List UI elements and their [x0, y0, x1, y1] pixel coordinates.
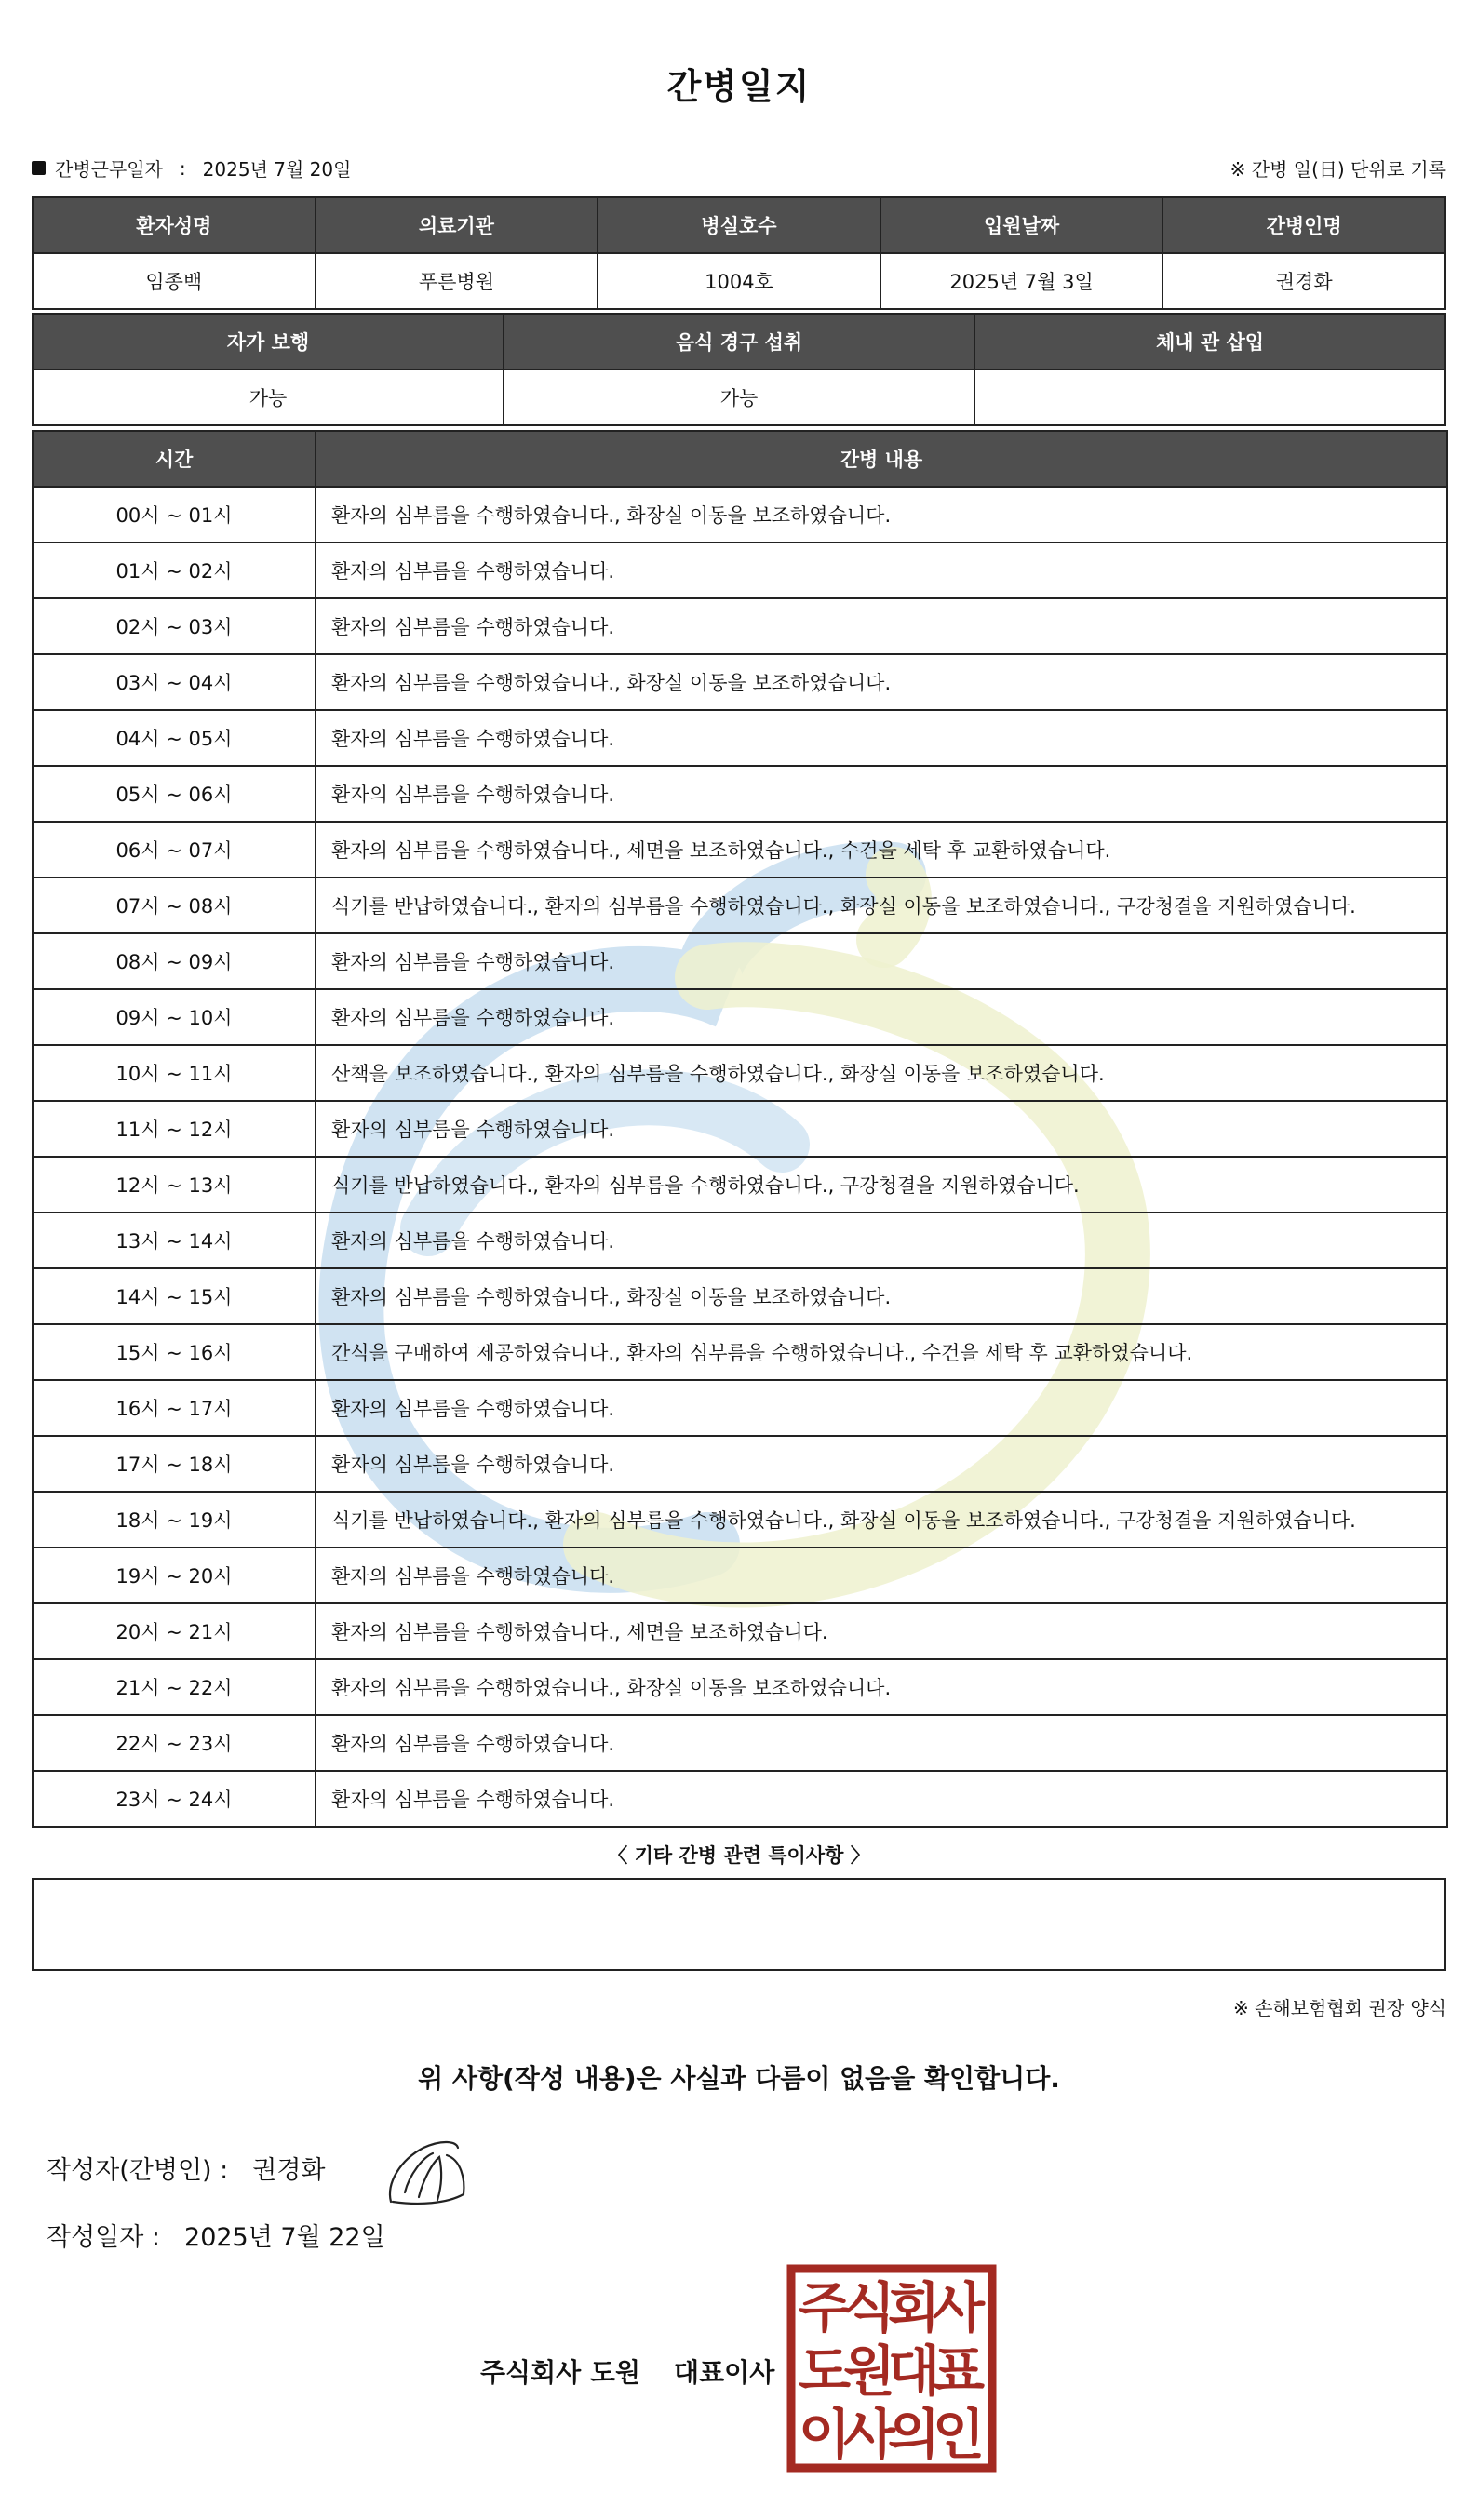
care-log-content: 환자의 심부름을 수행하였습니다.: [316, 1213, 1447, 1268]
care-log-time: 02시 ~ 03시: [33, 598, 316, 654]
room-number: 1004호: [598, 253, 880, 309]
care-log-table: [32, 430, 1448, 1828]
care-log-row: [33, 878, 1447, 933]
care-log-content: 환자의 심부름을 수행하였습니다.: [316, 598, 1447, 654]
writer-line: [47, 2150, 326, 2186]
care-log-row: [33, 1213, 1447, 1268]
svg-text:회: 회: [887, 2276, 941, 2339]
patient-status-table: [32, 313, 1446, 426]
care-log-row: [33, 822, 1447, 878]
care-log-row: [33, 1045, 1447, 1101]
care-log-time: 20시 ~ 21시: [33, 1603, 316, 1659]
care-log-row: [33, 598, 1447, 654]
svg-text:사: 사: [842, 2403, 896, 2466]
care-log-time: 10시 ~ 11시: [33, 1045, 316, 1101]
care-log-content: 산책을 보조하였습니다., 환자의 심부름을 수행하였습니다., 화장실 이동을 보조하였습니다.: [316, 1045, 1447, 1101]
care-log-content: 환자의 심부름을 수행하였습니다.: [316, 766, 1447, 822]
care-log-content: 환자의 심부름을 수행하였습니다., 세면을 보조하였습니다.: [316, 1603, 1447, 1659]
care-log-row: [33, 1324, 1447, 1380]
company-ceo-title: 대표이사: [674, 2357, 775, 2388]
unit-note: ※ 간병 일(日) 단위로 기록: [1229, 158, 1446, 181]
care-log-row: [33, 989, 1447, 1045]
work-date-row: [32, 154, 1446, 188]
confirmation-statement: 위 사항(작성 내용)은 사실과 다름이 없음을 확인합니다.: [418, 2063, 1060, 2094]
care-log-content: 환자의 심부름을 수행하였습니다.: [316, 1771, 1447, 1827]
care-log-time: 22시 ~ 23시: [33, 1715, 316, 1771]
care-log-time: 09시 ~ 10시: [33, 989, 316, 1045]
care-log-content: 식기를 반납하였습니다., 환자의 심부름을 수행하였습니다., 화장실 이동을 보조하였습니다., 구강청결을 지원하였습니다.: [316, 878, 1447, 933]
care-log-row: [33, 654, 1447, 710]
header-time: 시간: [33, 431, 316, 487]
writer-label: 작성자(간병인) :: [47, 2156, 229, 2185]
care-log-row: [33, 1715, 1447, 1771]
hospital-name: 푸른병원: [316, 253, 598, 309]
care-log-content: 식기를 반납하였습니다., 환자의 심부름을 수행하였습니다., 구강청결을 지원하였습니다.: [316, 1157, 1447, 1213]
svg-text:원: 원: [842, 2339, 896, 2403]
care-log-time: 15시 ~ 16시: [33, 1324, 316, 1380]
care-log-content: 환자의 심부름을 수행하였습니다.: [316, 543, 1447, 598]
care-log-content: 환자의 심부름을 수행하였습니다., 화장실 이동을 보조하였습니다.: [316, 487, 1447, 543]
oral-intake-value: 가능: [504, 369, 974, 425]
svg-text:식: 식: [842, 2276, 896, 2339]
svg-text:인: 인: [932, 2403, 986, 2466]
care-log-rows: [33, 487, 1447, 1827]
form-note: ※ 손해보험협회 권장 양식: [1232, 1997, 1446, 2019]
writer-name: 권경화: [252, 2156, 326, 2185]
care-log-time: 14시 ~ 15시: [33, 1268, 316, 1324]
care-log-row: [33, 710, 1447, 766]
company-name: 주식회사 도원: [480, 2357, 641, 2388]
care-log-time: 21시 ~ 22시: [33, 1659, 316, 1715]
care-log-time: 00시 ~ 01시: [33, 487, 316, 543]
care-log-row: [33, 1659, 1447, 1715]
care-log-content: 환자의 심부름을 수행하였습니다.: [316, 933, 1447, 989]
written-date-value: 2025년 7월 22일: [184, 2223, 385, 2252]
care-log-row: [33, 487, 1447, 543]
care-log-row: [33, 1548, 1447, 1603]
work-date-label: 간병근무일자: [55, 158, 163, 181]
header-room: 병실호수: [598, 197, 880, 253]
care-log-time: 01시 ~ 02시: [33, 543, 316, 598]
care-log-content: 환자의 심부름을 수행하였습니다.: [316, 1436, 1447, 1492]
care-log-time: 03시 ~ 04시: [33, 654, 316, 710]
header-caregiver-name: 간병인명: [1162, 197, 1445, 253]
care-log-content: 식기를 반납하였습니다., 환자의 심부름을 수행하였습니다., 화장실 이동을 보조하였습니다., 구강청결을 지원하였습니다.: [316, 1492, 1447, 1548]
care-log-row: [33, 1380, 1447, 1436]
care-log-time: 18시 ~ 19시: [33, 1492, 316, 1548]
care-log-content: 환자의 심부름을 수행하였습니다.: [316, 989, 1447, 1045]
care-log-row: [33, 543, 1447, 598]
header-hospital: 의료기관: [316, 197, 598, 253]
svg-text:대: 대: [887, 2339, 941, 2403]
care-log-time: 07시 ~ 08시: [33, 878, 316, 933]
company-seal-stamp: [786, 2263, 998, 2473]
care-log-content: 환자의 심부름을 수행하였습니다., 화장실 이동을 보조하였습니다.: [316, 1659, 1447, 1715]
care-log-content: 환자의 심부름을 수행하였습니다., 세면을 보조하였습니다., 수건을 세탁 후 교환하였습니다.: [316, 822, 1447, 878]
header-admission-date: 입원날짜: [880, 197, 1163, 253]
header-care-content: 간병 내용: [316, 431, 1447, 487]
written-date-line: [47, 2217, 385, 2253]
company-signoff: [480, 2352, 774, 2390]
care-log-content: 환자의 심부름을 수행하였습니다., 화장실 이동을 보조하였습니다.: [316, 1268, 1447, 1324]
care-log-content: 환자의 심부름을 수행하였습니다., 화장실 이동을 보조하였습니다.: [316, 654, 1447, 710]
care-log-time: 12시 ~ 13시: [33, 1157, 316, 1213]
care-log-time: 08시 ~ 09시: [33, 933, 316, 989]
care-log-content: 환자의 심부름을 수행하였습니다.: [316, 710, 1447, 766]
svg-text:주: 주: [798, 2276, 852, 2339]
signature-image: [382, 2137, 484, 2211]
work-date: [32, 154, 351, 181]
self-walking-value: 가능: [33, 369, 504, 425]
header-self-walking: 자가 보행: [33, 314, 504, 369]
care-log-time: 23시 ~ 24시: [33, 1771, 316, 1827]
care-log-time: 16시 ~ 17시: [33, 1380, 316, 1436]
care-log-row: [33, 1603, 1447, 1659]
svg-text:이: 이: [798, 2403, 852, 2466]
care-log-content: 환자의 심부름을 수행하였습니다.: [316, 1548, 1447, 1603]
caregiver-name: 권경화: [1162, 253, 1445, 309]
work-date-value: 2025년 7월 20일: [202, 158, 352, 181]
patient-info-table: [32, 196, 1446, 310]
svg-text:의: 의: [887, 2403, 941, 2466]
care-log-row: [33, 1771, 1447, 1827]
care-log-row: [33, 933, 1447, 989]
care-log-row: [33, 1157, 1447, 1213]
care-log-content: 환자의 심부름을 수행하였습니다.: [316, 1101, 1447, 1157]
care-log-time: 06시 ~ 07시: [33, 822, 316, 878]
svg-text:표: 표: [932, 2339, 986, 2403]
care-log-time: 11시 ~ 12시: [33, 1101, 316, 1157]
tube-insertion-value: [974, 369, 1445, 425]
patient-name: 임종백: [33, 253, 316, 309]
admission-date: 2025년 7월 3일: [880, 253, 1163, 309]
care-log-time: 13시 ~ 14시: [33, 1213, 316, 1268]
written-date-label: 작성일자 :: [47, 2223, 161, 2252]
care-log-content: 환자의 심부름을 수행하였습니다.: [316, 1715, 1447, 1771]
special-notes-title: 〈 기타 간병 관련 특이사항 〉: [608, 1844, 870, 1867]
care-log-time: 05시 ~ 06시: [33, 766, 316, 822]
care-log-row: [33, 766, 1447, 822]
care-log-row: [33, 1268, 1447, 1324]
bullet-square-icon: [32, 161, 46, 175]
header-tube-insertion: 체내 관 삽입: [974, 314, 1445, 369]
care-log-row: [33, 1492, 1447, 1548]
care-log-content: 간식을 구매하여 제공하였습니다., 환자의 심부름을 수행하였습니다., 수건을 세탁 후 교환하였습니다.: [316, 1324, 1447, 1380]
svg-text:도: 도: [798, 2339, 852, 2403]
care-log-row: [33, 1101, 1447, 1157]
care-log-content: 환자의 심부름을 수행하였습니다.: [316, 1380, 1447, 1436]
special-notes-box: [32, 1878, 1446, 1971]
header-patient-name: 환자성명: [33, 197, 316, 253]
care-log-row: [33, 1436, 1447, 1492]
header-oral-intake: 음식 경구 섭취: [504, 314, 974, 369]
svg-text:사: 사: [932, 2276, 986, 2339]
work-date-separator: :: [179, 156, 186, 180]
document-title: 간병일지: [666, 66, 812, 107]
care-log-time: 04시 ~ 05시: [33, 710, 316, 766]
care-log-time: 19시 ~ 20시: [33, 1548, 316, 1603]
care-log-time: 17시 ~ 18시: [33, 1436, 316, 1492]
